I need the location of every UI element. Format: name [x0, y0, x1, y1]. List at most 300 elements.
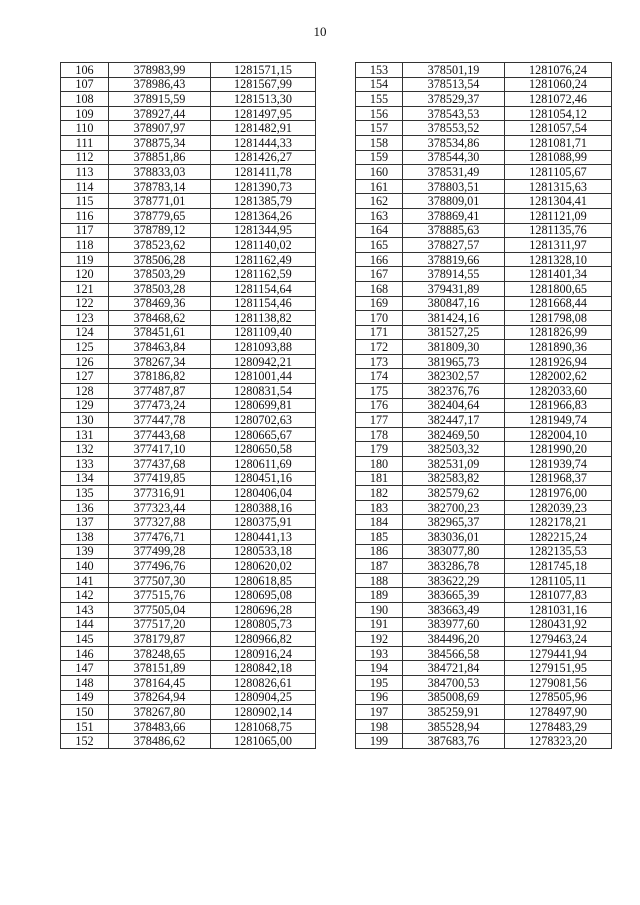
- point-number-cell: 164: [356, 223, 403, 238]
- point-number-cell: 137: [61, 515, 109, 530]
- point-number-cell: 158: [356, 135, 403, 150]
- x-coordinate-cell: 378483,66: [109, 719, 211, 734]
- y-coordinate-cell: 1281072,46: [505, 92, 612, 107]
- x-coordinate-cell: 381965,73: [403, 354, 505, 369]
- y-coordinate-cell: 1281162,49: [211, 252, 316, 267]
- x-coordinate-cell: 383665,39: [403, 588, 505, 603]
- y-coordinate-cell: 1281364,26: [211, 208, 316, 223]
- y-coordinate-cell: 1280620,02: [211, 559, 316, 574]
- x-coordinate-cell: 378513,54: [403, 77, 505, 92]
- table-row: [61, 311, 316, 326]
- point-number-cell: 176: [356, 398, 403, 413]
- x-coordinate-cell: 382583,82: [403, 471, 505, 486]
- point-number-cell: 146: [61, 646, 109, 661]
- x-coordinate-cell: 378915,59: [109, 92, 211, 107]
- y-coordinate-cell: 1280441,13: [211, 530, 316, 545]
- table-row: [356, 457, 612, 472]
- x-coordinate-cell: 377476,71: [109, 530, 211, 545]
- y-coordinate-cell: 1282004,10: [505, 427, 612, 442]
- x-coordinate-cell: 378151,89: [109, 661, 211, 676]
- table-row: [356, 223, 612, 238]
- table-row: [356, 77, 612, 92]
- y-coordinate-cell: 1280375,91: [211, 515, 316, 530]
- x-coordinate-cell: 384721,84: [403, 661, 505, 676]
- table-row: [356, 427, 612, 442]
- y-coordinate-cell: 1279463,24: [505, 632, 612, 647]
- point-number-cell: 114: [61, 179, 109, 194]
- y-coordinate-cell: 1281162,59: [211, 267, 316, 282]
- x-coordinate-cell: 379431,89: [403, 281, 505, 296]
- table-row: [61, 238, 316, 253]
- x-coordinate-cell: 377499,28: [109, 544, 211, 559]
- point-number-cell: 150: [61, 705, 109, 720]
- point-number-cell: 149: [61, 690, 109, 705]
- y-coordinate-cell: 1282033,60: [505, 384, 612, 399]
- y-coordinate-cell: 1281105,67: [505, 165, 612, 180]
- point-number-cell: 134: [61, 471, 109, 486]
- table-row: [356, 661, 612, 676]
- point-number-cell: 127: [61, 369, 109, 384]
- table-row: [356, 617, 612, 632]
- table-row: [356, 486, 612, 501]
- x-coordinate-cell: 378789,12: [109, 223, 211, 238]
- y-coordinate-cell: 1281154,64: [211, 281, 316, 296]
- x-coordinate-cell: 377419,85: [109, 471, 211, 486]
- x-coordinate-cell: 387683,76: [403, 734, 505, 749]
- y-coordinate-cell: 1280902,14: [211, 705, 316, 720]
- y-coordinate-cell: 1281949,74: [505, 413, 612, 428]
- y-coordinate-cell: 1280842,18: [211, 661, 316, 676]
- y-coordinate-cell: 1281668,44: [505, 296, 612, 311]
- table-row: [61, 121, 316, 136]
- table-row: [61, 661, 316, 676]
- table-row: [356, 442, 612, 457]
- y-coordinate-cell: 1281031,16: [505, 602, 612, 617]
- table-row: [61, 384, 316, 399]
- table-row: [61, 559, 316, 574]
- x-coordinate-cell: 377437,68: [109, 457, 211, 472]
- x-coordinate-cell: 378267,80: [109, 705, 211, 720]
- y-coordinate-cell: 1281497,95: [211, 106, 316, 121]
- table-row: [61, 354, 316, 369]
- table-row: [356, 150, 612, 165]
- x-coordinate-cell: 377505,04: [109, 602, 211, 617]
- x-coordinate-cell: 378833,03: [109, 165, 211, 180]
- x-coordinate-cell: 378869,41: [403, 208, 505, 223]
- point-number-cell: 128: [61, 384, 109, 399]
- point-number-cell: 161: [356, 179, 403, 194]
- y-coordinate-cell: 1280533,18: [211, 544, 316, 559]
- table-row: [356, 135, 612, 150]
- y-coordinate-cell: 1280966,82: [211, 632, 316, 647]
- y-coordinate-cell: 1281088,99: [505, 150, 612, 165]
- y-coordinate-cell: 1281065,00: [211, 734, 316, 749]
- table-row: [356, 413, 612, 428]
- x-coordinate-cell: 378501,19: [403, 63, 505, 78]
- table-row: [61, 588, 316, 603]
- y-coordinate-cell: 1281315,63: [505, 179, 612, 194]
- y-coordinate-cell: 1281121,09: [505, 208, 612, 223]
- point-number-cell: 115: [61, 194, 109, 209]
- x-coordinate-cell: 378983,99: [109, 63, 211, 78]
- y-coordinate-cell: 1281990,20: [505, 442, 612, 457]
- coordinates-table-right: [355, 62, 612, 749]
- point-number-cell: 192: [356, 632, 403, 647]
- table-row: [61, 734, 316, 749]
- x-coordinate-cell: 378267,34: [109, 354, 211, 369]
- y-coordinate-cell: 1281138,82: [211, 311, 316, 326]
- x-coordinate-cell: 378503,28: [109, 281, 211, 296]
- point-number-cell: 154: [356, 77, 403, 92]
- point-number-cell: 190: [356, 602, 403, 617]
- point-number-cell: 198: [356, 719, 403, 734]
- point-number-cell: 120: [61, 267, 109, 282]
- y-coordinate-cell: 1281057,54: [505, 121, 612, 136]
- x-coordinate-cell: 378503,29: [109, 267, 211, 282]
- y-coordinate-cell: 1279441,94: [505, 646, 612, 661]
- x-coordinate-cell: 383077,80: [403, 544, 505, 559]
- point-number-cell: 194: [356, 661, 403, 676]
- x-coordinate-cell: 378179,87: [109, 632, 211, 647]
- x-coordinate-cell: 378914,55: [403, 267, 505, 282]
- table-row: [61, 194, 316, 209]
- table-row: [61, 106, 316, 121]
- point-number-cell: 148: [61, 675, 109, 690]
- y-coordinate-cell: 1282002,62: [505, 369, 612, 384]
- y-coordinate-cell: 1281328,10: [505, 252, 612, 267]
- point-number-cell: 125: [61, 340, 109, 355]
- table-row: [356, 646, 612, 661]
- y-coordinate-cell: 1281076,24: [505, 63, 612, 78]
- table-row: [356, 267, 612, 282]
- x-coordinate-cell: 378779,65: [109, 208, 211, 223]
- table-row: [356, 573, 612, 588]
- x-coordinate-cell: 385259,91: [403, 705, 505, 720]
- table-row: [61, 413, 316, 428]
- table-row: [356, 63, 612, 78]
- table-row: [61, 632, 316, 647]
- y-coordinate-cell: 1281571,15: [211, 63, 316, 78]
- table-row: [356, 252, 612, 267]
- x-coordinate-cell: 377517,20: [109, 617, 211, 632]
- y-coordinate-cell: 1281890,36: [505, 340, 612, 355]
- point-number-cell: 136: [61, 500, 109, 515]
- point-number-cell: 195: [356, 675, 403, 690]
- table-row: [356, 384, 612, 399]
- x-coordinate-cell: 384700,53: [403, 675, 505, 690]
- x-coordinate-cell: 377487,87: [109, 384, 211, 399]
- y-coordinate-cell: 1282178,21: [505, 515, 612, 530]
- point-number-cell: 182: [356, 486, 403, 501]
- table-row: [356, 179, 612, 194]
- x-coordinate-cell: 378544,30: [403, 150, 505, 165]
- point-number-cell: 172: [356, 340, 403, 355]
- point-number-cell: 184: [356, 515, 403, 530]
- table-row: [61, 705, 316, 720]
- y-coordinate-cell: 1281426,27: [211, 150, 316, 165]
- y-coordinate-cell: 1281344,95: [211, 223, 316, 238]
- y-coordinate-cell: 1279081,56: [505, 675, 612, 690]
- point-number-cell: 196: [356, 690, 403, 705]
- x-coordinate-cell: 382503,32: [403, 442, 505, 457]
- y-coordinate-cell: 1281060,24: [505, 77, 612, 92]
- y-coordinate-cell: 1280916,24: [211, 646, 316, 661]
- table-row: [61, 208, 316, 223]
- y-coordinate-cell: 1281800,65: [505, 281, 612, 296]
- x-coordinate-cell: 378771,01: [109, 194, 211, 209]
- point-number-cell: 139: [61, 544, 109, 559]
- x-coordinate-cell: 382579,62: [403, 486, 505, 501]
- y-coordinate-cell: 1282215,24: [505, 530, 612, 545]
- table-row: [356, 354, 612, 369]
- point-number-cell: 122: [61, 296, 109, 311]
- table-row: [356, 675, 612, 690]
- table-row: [356, 165, 612, 180]
- x-coordinate-cell: 383622,29: [403, 573, 505, 588]
- x-coordinate-cell: 378783,14: [109, 179, 211, 194]
- y-coordinate-cell: 1278323,20: [505, 734, 612, 749]
- table-row: [356, 121, 612, 136]
- point-number-cell: 193: [356, 646, 403, 661]
- table-row: [356, 471, 612, 486]
- x-coordinate-cell: 378803,51: [403, 179, 505, 194]
- x-coordinate-cell: 378264,94: [109, 690, 211, 705]
- y-coordinate-cell: 1281068,75: [211, 719, 316, 734]
- point-number-cell: 106: [61, 63, 109, 78]
- point-number-cell: 121: [61, 281, 109, 296]
- point-number-cell: 132: [61, 442, 109, 457]
- page-number: 10: [313, 24, 327, 39]
- point-number-cell: 131: [61, 427, 109, 442]
- x-coordinate-cell: 378529,37: [403, 92, 505, 107]
- y-coordinate-cell: 1281926,94: [505, 354, 612, 369]
- x-coordinate-cell: 383663,49: [403, 602, 505, 617]
- table-row: [356, 544, 612, 559]
- x-coordinate-cell: 378543,53: [403, 106, 505, 121]
- point-number-cell: 126: [61, 354, 109, 369]
- y-coordinate-cell: 1280406,04: [211, 486, 316, 501]
- table-row: [61, 398, 316, 413]
- x-coordinate-cell: 381424,16: [403, 311, 505, 326]
- table-row: [61, 179, 316, 194]
- point-number-cell: 178: [356, 427, 403, 442]
- x-coordinate-cell: 378827,57: [403, 238, 505, 253]
- table-row: [61, 92, 316, 107]
- x-coordinate-cell: 378468,62: [109, 311, 211, 326]
- point-number-cell: 187: [356, 559, 403, 574]
- table-row: [356, 325, 612, 340]
- y-coordinate-cell: 1278497,90: [505, 705, 612, 720]
- x-coordinate-cell: 383036,01: [403, 530, 505, 545]
- x-coordinate-cell: 377447,78: [109, 413, 211, 428]
- y-coordinate-cell: 1281966,83: [505, 398, 612, 413]
- x-coordinate-cell: 384496,20: [403, 632, 505, 647]
- point-number-cell: 112: [61, 150, 109, 165]
- x-coordinate-cell: 377316,91: [109, 486, 211, 501]
- point-number-cell: 118: [61, 238, 109, 253]
- x-coordinate-cell: 378506,28: [109, 252, 211, 267]
- y-coordinate-cell: 1281077,83: [505, 588, 612, 603]
- table-row: [61, 281, 316, 296]
- x-coordinate-cell: 378885,63: [403, 223, 505, 238]
- x-coordinate-cell: 378809,01: [403, 194, 505, 209]
- y-coordinate-cell: 1281385,79: [211, 194, 316, 209]
- table-row: [356, 500, 612, 515]
- table-row: [61, 515, 316, 530]
- x-coordinate-cell: 378451,61: [109, 325, 211, 340]
- point-number-cell: 167: [356, 267, 403, 282]
- x-coordinate-cell: 378534,86: [403, 135, 505, 150]
- y-coordinate-cell: 1281135,76: [505, 223, 612, 238]
- table-row: [61, 530, 316, 545]
- y-coordinate-cell: 1280702,63: [211, 413, 316, 428]
- x-coordinate-cell: 378819,66: [403, 252, 505, 267]
- x-coordinate-cell: 382965,37: [403, 515, 505, 530]
- point-number-cell: 111: [61, 135, 109, 150]
- x-coordinate-cell: 378164,45: [109, 675, 211, 690]
- point-number-cell: 166: [356, 252, 403, 267]
- x-coordinate-cell: 382700,23: [403, 500, 505, 515]
- y-coordinate-cell: 1280611,69: [211, 457, 316, 472]
- coordinates-table-left: [60, 62, 316, 749]
- table-row: [61, 602, 316, 617]
- point-number-cell: 197: [356, 705, 403, 720]
- x-coordinate-cell: 381527,25: [403, 325, 505, 340]
- x-coordinate-cell: 383977,60: [403, 617, 505, 632]
- point-number-cell: 162: [356, 194, 403, 209]
- x-coordinate-cell: 385008,69: [403, 690, 505, 705]
- table-row: [356, 340, 612, 355]
- x-coordinate-cell: 378875,34: [109, 135, 211, 150]
- y-coordinate-cell: 1281826,99: [505, 325, 612, 340]
- table-row: [61, 544, 316, 559]
- point-number-cell: 153: [356, 63, 403, 78]
- table-row: [356, 92, 612, 107]
- table-row: [61, 675, 316, 690]
- x-coordinate-cell: 377327,88: [109, 515, 211, 530]
- table-row: [356, 559, 612, 574]
- point-number-cell: 174: [356, 369, 403, 384]
- point-number-cell: 108: [61, 92, 109, 107]
- point-number-cell: 157: [356, 121, 403, 136]
- point-number-cell: 129: [61, 398, 109, 413]
- point-number-cell: 145: [61, 632, 109, 647]
- x-coordinate-cell: 384566,58: [403, 646, 505, 661]
- point-number-cell: 171: [356, 325, 403, 340]
- y-coordinate-cell: 1281401,34: [505, 267, 612, 282]
- table-row: [356, 106, 612, 121]
- y-coordinate-cell: 1281304,41: [505, 194, 612, 209]
- x-coordinate-cell: 378469,36: [109, 296, 211, 311]
- x-coordinate-cell: 380847,16: [403, 296, 505, 311]
- table-row: [356, 369, 612, 384]
- point-number-cell: 156: [356, 106, 403, 121]
- y-coordinate-cell: 1282135,53: [505, 544, 612, 559]
- table-row: [356, 719, 612, 734]
- table-row: [61, 646, 316, 661]
- table-row: [61, 442, 316, 457]
- x-coordinate-cell: 378851,86: [109, 150, 211, 165]
- point-number-cell: 189: [356, 588, 403, 603]
- x-coordinate-cell: 377507,30: [109, 573, 211, 588]
- table-row: [61, 252, 316, 267]
- y-coordinate-cell: 1280831,54: [211, 384, 316, 399]
- table-row: [61, 296, 316, 311]
- point-number-cell: 113: [61, 165, 109, 180]
- x-coordinate-cell: 382404,64: [403, 398, 505, 413]
- table-row: [61, 267, 316, 282]
- point-number-cell: 143: [61, 602, 109, 617]
- point-number-cell: 191: [356, 617, 403, 632]
- x-coordinate-cell: 378986,43: [109, 77, 211, 92]
- point-number-cell: 179: [356, 442, 403, 457]
- x-coordinate-cell: 377515,76: [109, 588, 211, 603]
- table-row: [356, 208, 612, 223]
- x-coordinate-cell: 378531,49: [403, 165, 505, 180]
- y-coordinate-cell: 1278483,29: [505, 719, 612, 734]
- table-row: [61, 457, 316, 472]
- y-coordinate-cell: 1281411,78: [211, 165, 316, 180]
- table-row: [61, 719, 316, 734]
- table-row: [356, 515, 612, 530]
- table-row: [61, 165, 316, 180]
- y-coordinate-cell: 1281154,46: [211, 296, 316, 311]
- table-row: [356, 296, 612, 311]
- y-coordinate-cell: 1281001,44: [211, 369, 316, 384]
- point-number-cell: 138: [61, 530, 109, 545]
- point-number-cell: 163: [356, 208, 403, 223]
- point-number-cell: 130: [61, 413, 109, 428]
- table-row: [356, 602, 612, 617]
- y-coordinate-cell: 1280826,61: [211, 675, 316, 690]
- point-number-cell: 188: [356, 573, 403, 588]
- table-row: [61, 325, 316, 340]
- point-number-cell: 175: [356, 384, 403, 399]
- table-row: [356, 398, 612, 413]
- table-row: [61, 369, 316, 384]
- point-number-cell: 147: [61, 661, 109, 676]
- y-coordinate-cell: 1281054,12: [505, 106, 612, 121]
- y-coordinate-cell: 1281567,99: [211, 77, 316, 92]
- point-number-cell: 177: [356, 413, 403, 428]
- point-number-cell: 181: [356, 471, 403, 486]
- point-number-cell: 168: [356, 281, 403, 296]
- point-number-cell: 124: [61, 325, 109, 340]
- y-coordinate-cell: 1281939,74: [505, 457, 612, 472]
- x-coordinate-cell: 377323,44: [109, 500, 211, 515]
- table-row: [61, 77, 316, 92]
- x-coordinate-cell: 378248,65: [109, 646, 211, 661]
- y-coordinate-cell: 1281444,33: [211, 135, 316, 150]
- y-coordinate-cell: 1281140,02: [211, 238, 316, 253]
- point-number-cell: 173: [356, 354, 403, 369]
- y-coordinate-cell: 1281311,97: [505, 238, 612, 253]
- point-number-cell: 140: [61, 559, 109, 574]
- point-number-cell: 133: [61, 457, 109, 472]
- x-coordinate-cell: 382302,57: [403, 369, 505, 384]
- y-coordinate-cell: 1281513,30: [211, 92, 316, 107]
- table-row: [61, 690, 316, 705]
- x-coordinate-cell: 377496,76: [109, 559, 211, 574]
- table-row: [356, 690, 612, 705]
- point-number-cell: 185: [356, 530, 403, 545]
- y-coordinate-cell: 1281105,11: [505, 573, 612, 588]
- point-number-cell: 141: [61, 573, 109, 588]
- point-number-cell: 144: [61, 617, 109, 632]
- x-coordinate-cell: 378907,97: [109, 121, 211, 136]
- x-coordinate-cell: 385528,94: [403, 719, 505, 734]
- y-coordinate-cell: 1281081,71: [505, 135, 612, 150]
